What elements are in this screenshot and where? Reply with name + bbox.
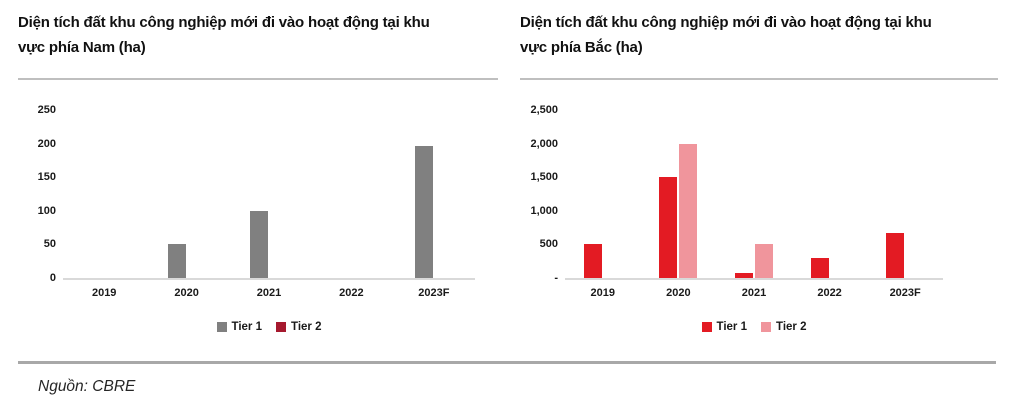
chart-panel-south bbox=[18, 10, 498, 333]
y-axis-tick-label: 50 bbox=[43, 238, 56, 251]
chart-title-line: vực phía Bắc (ha) bbox=[520, 39, 643, 56]
x-axis-label-2019: 2019 bbox=[590, 287, 616, 299]
source-text: Nguồn: CBRE bbox=[38, 378, 136, 395]
bar-tier-1-2020 bbox=[659, 177, 677, 278]
y-axis-tick-label: 0 bbox=[49, 272, 56, 284]
y-axis-tick-label: 2,500 bbox=[530, 104, 558, 116]
chart-panel-north bbox=[520, 10, 998, 333]
y-axis bbox=[18, 104, 56, 284]
x-axis-label-2020: 2020 bbox=[666, 287, 691, 299]
bar-group-2023F bbox=[393, 146, 475, 278]
bar-group-2021 bbox=[228, 211, 310, 278]
title-underline bbox=[18, 78, 498, 80]
y-axis-tick-label: - bbox=[554, 272, 558, 284]
chart-south bbox=[18, 104, 498, 333]
legend-item-tier-2 bbox=[276, 321, 321, 333]
plot-area bbox=[565, 110, 943, 280]
legend-item-tier-1 bbox=[702, 321, 747, 333]
footer-divider bbox=[18, 361, 996, 364]
chart-title-line: Diện tích đất khu công nghiệp mới đi vào hoạt động tại khu bbox=[18, 14, 430, 31]
bar-group-2022 bbox=[792, 258, 868, 278]
legend-label: Tier 1 bbox=[231, 321, 262, 333]
y-axis-tick-label: 2,000 bbox=[530, 137, 558, 150]
bar-tier-1-2023f bbox=[886, 233, 904, 278]
bar-tier-1-2022 bbox=[811, 258, 829, 278]
x-axis-label-2021: 2021 bbox=[256, 287, 282, 299]
bar-group-2021 bbox=[716, 244, 792, 278]
plot-area bbox=[63, 110, 475, 280]
bar-tier-2-2021 bbox=[755, 244, 773, 278]
x-axis-label-2023f: 2023F bbox=[418, 287, 450, 299]
x-axis-label-2021: 2021 bbox=[741, 287, 767, 299]
legend-swatch-icon bbox=[217, 322, 227, 332]
legend-label: Tier 2 bbox=[291, 321, 322, 333]
bar-group-2020 bbox=[145, 244, 227, 278]
y-axis-tick-label: 200 bbox=[37, 137, 56, 150]
plot-wrap bbox=[565, 110, 943, 333]
title-underline bbox=[520, 78, 998, 80]
bar-group-2020 bbox=[641, 144, 717, 278]
x-axis-label-2022: 2022 bbox=[817, 287, 842, 299]
bar-tier-1-2021 bbox=[735, 273, 753, 278]
legend-swatch-icon bbox=[276, 322, 286, 332]
legend-item-tier-2 bbox=[761, 321, 806, 333]
chart-title-north bbox=[520, 10, 998, 60]
legend-swatch-icon bbox=[761, 322, 771, 332]
x-axis-label-2019: 2019 bbox=[91, 287, 117, 299]
chart-title-south bbox=[18, 10, 498, 60]
bar-tier-1-2019 bbox=[584, 244, 602, 278]
y-axis-tick-label: 500 bbox=[539, 238, 558, 251]
legend-item-tier-1 bbox=[217, 321, 262, 333]
y-axis-tick-label: 1,500 bbox=[530, 171, 558, 184]
chart-north bbox=[520, 104, 998, 333]
chart-title-line: vực phía Nam (ha) bbox=[18, 39, 146, 56]
y-axis-tick-label: 250 bbox=[37, 104, 56, 116]
x-axis-labels bbox=[565, 287, 943, 299]
legend-label: Tier 2 bbox=[776, 321, 807, 333]
y-axis-tick-label: 150 bbox=[37, 171, 56, 184]
plot-wrap bbox=[63, 110, 475, 333]
legend bbox=[63, 321, 475, 333]
x-axis-labels bbox=[63, 287, 475, 299]
legend-label: Tier 1 bbox=[716, 321, 747, 333]
y-axis bbox=[520, 104, 558, 284]
bar-tier-1-2023f bbox=[415, 146, 433, 278]
bar-group-2023F bbox=[867, 233, 943, 278]
x-axis-label-2022: 2022 bbox=[339, 287, 364, 299]
bar-group-2019 bbox=[565, 244, 641, 278]
x-axis-label-2020: 2020 bbox=[174, 287, 199, 299]
legend-swatch-icon bbox=[702, 322, 712, 332]
bar-tier-2-2020 bbox=[679, 144, 697, 278]
x-axis-label-2023f: 2023F bbox=[889, 287, 921, 299]
bar-tier-1-2020 bbox=[168, 244, 186, 278]
bar-tier-1-2021 bbox=[250, 211, 268, 278]
y-axis-tick-label: 100 bbox=[37, 204, 56, 217]
y-axis-tick-label: 1,000 bbox=[530, 204, 558, 217]
legend bbox=[565, 321, 943, 333]
chart-title-line: Diện tích đất khu công nghiệp mới đi vào hoạt động tại khu bbox=[520, 14, 932, 31]
